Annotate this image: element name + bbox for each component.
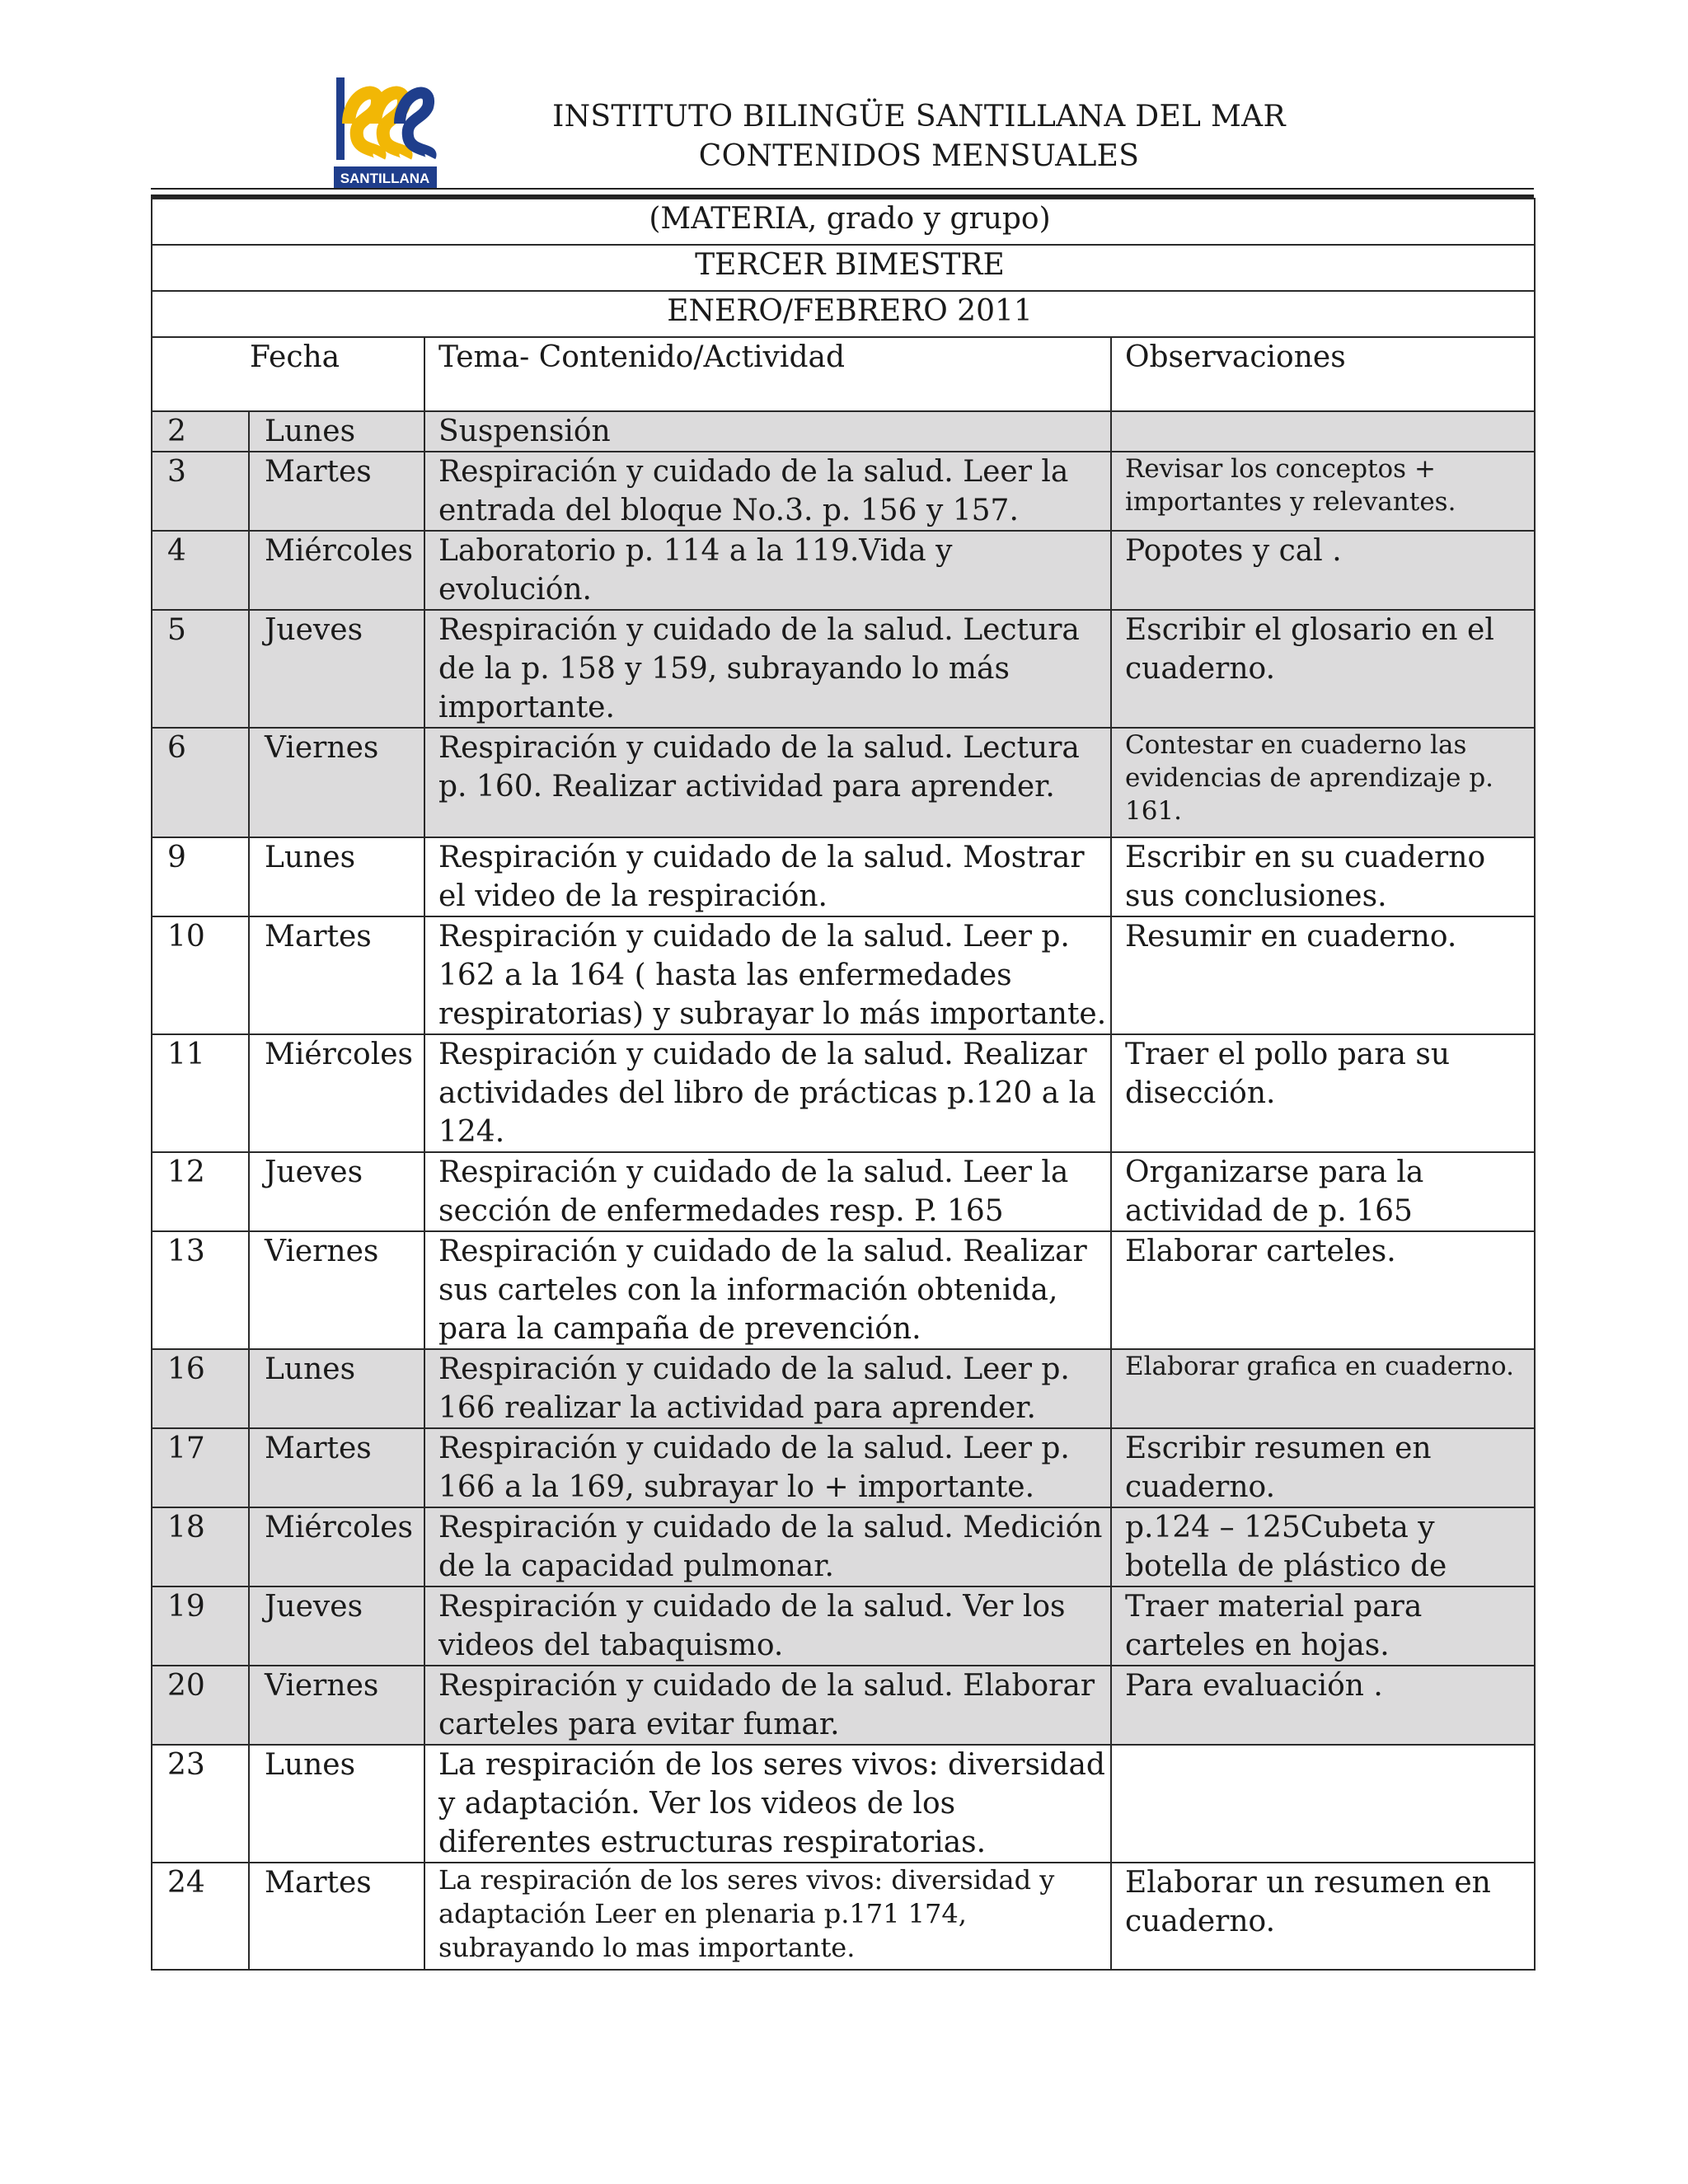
activity-cell: Respiración y cuidado de la salud. Leer la entrada del bloque No.3. p. 156 y 157. [424, 452, 1111, 531]
school-logo [334, 74, 437, 190]
day-number: 20 [152, 1666, 249, 1745]
activity-cell: Respiración y cuidado de la salud. Leer p. 166 a la 169, subrayar lo + importante. [424, 1428, 1111, 1507]
document-header [462, 97, 1376, 176]
table-row [152, 411, 1535, 452]
day-name: Martes [249, 916, 424, 1034]
column-header-tema: Tema- Contenido/Actividad [424, 337, 1111, 411]
activity-cell: Respiración y cuidado de la salud. Lectura de la p. 158 y 159, subrayando lo más importante. [424, 610, 1111, 728]
observation-cell [1111, 1745, 1535, 1863]
day-number: 6 [152, 728, 249, 837]
day-number: 11 [152, 1034, 249, 1152]
day-name: Lunes [249, 837, 424, 916]
observation-cell: Traer material para carteles en hojas. [1111, 1586, 1535, 1666]
table-row [152, 1666, 1535, 1745]
day-name: Viernes [249, 1231, 424, 1349]
day-name: Viernes [249, 1666, 424, 1745]
table-row [152, 1586, 1535, 1666]
day-name: Jueves [249, 610, 424, 728]
observation-cell: Traer el pollo para su disección. [1111, 1034, 1535, 1152]
header-rule [151, 188, 1534, 190]
day-name: Miércoles [249, 1507, 424, 1586]
observation-cell: Escribir en su cuaderno sus conclusiones. [1111, 837, 1535, 916]
observation-cell: Organizarse para la actividad de p. 165 [1111, 1152, 1535, 1231]
activity-cell: Laboratorio p. 114 a la 119.Vida y evolución. [424, 531, 1111, 610]
day-name: Miércoles [249, 531, 424, 610]
observation-cell: Elaborar un resumen en cuaderno. [1111, 1863, 1535, 1970]
activity-cell: Respiración y cuidado de la salud. Leer la sección de enfermedades resp. P. 165 [424, 1152, 1111, 1231]
observation-cell: Contestar en cuaderno las evidencias de aprendizaje p. 161. [1111, 728, 1535, 837]
activity-cell: Respiración y cuidado de la salud. Leer p. 162 a la 164 ( hasta las enfermedades respiratorias) y subrayar lo más importante. [424, 916, 1111, 1034]
activity-cell: Respiración y cuidado de la salud. Lectura p. 160. Realizar actividad para aprender. [424, 728, 1111, 837]
day-number: 16 [152, 1349, 249, 1428]
table-row [152, 531, 1535, 610]
observation-cell: Popotes y cal . [1111, 531, 1535, 610]
day-name: Martes [249, 1863, 424, 1970]
day-name: Lunes [249, 1745, 424, 1863]
table-row [152, 452, 1535, 531]
activity-cell: Respiración y cuidado de la salud. Realizar actividades del libro de prácticas p.120 a la 124. [424, 1034, 1111, 1152]
day-name: Jueves [249, 1586, 424, 1666]
contents-table [151, 198, 1536, 1971]
observation-cell: Elaborar carteles. [1111, 1231, 1535, 1349]
day-name: Jueves [249, 1152, 424, 1231]
observation-cell: Escribir resumen en cuaderno. [1111, 1428, 1535, 1507]
column-header-observaciones: Observaciones [1111, 337, 1535, 411]
observation-cell: Escribir el glosario en el cuaderno. [1111, 610, 1535, 728]
document-subtitle: CONTENIDOS MENSUALES [698, 139, 1140, 173]
svg-text:SANTILLANA: SANTILLANA [340, 171, 430, 186]
day-name: Lunes [249, 1349, 424, 1428]
day-name: Lunes [249, 411, 424, 452]
table-row [152, 1152, 1535, 1231]
observation-cell: Revisar los conceptos + importantes y relevantes. [1111, 452, 1535, 531]
activity-cell: La respiración de los seres vivos: diversidad y adaptación Leer en plenaria p.171 174, subrayando lo mas importante. [424, 1863, 1111, 1970]
institute-name: INSTITUTO BILINGÜE SANTILLANA DEL MAR [552, 100, 1286, 134]
months-row: ENERO/FEBRERO 2011 [152, 291, 1535, 337]
day-number: 2 [152, 411, 249, 452]
table-row [152, 1034, 1535, 1152]
period-row: TERCER BIMESTRE [152, 245, 1535, 291]
observation-cell: Elaborar grafica en cuaderno. [1111, 1349, 1535, 1428]
table-row [152, 1349, 1535, 1428]
day-name: Miércoles [249, 1034, 424, 1152]
table-row [152, 728, 1535, 837]
day-number: 17 [152, 1428, 249, 1507]
day-name: Martes [249, 1428, 424, 1507]
day-number: 18 [152, 1507, 249, 1586]
activity-cell: La respiración de los seres vivos: diversidad y adaptación. Ver los videos de los diferentes estructuras respiratorias. [424, 1745, 1111, 1863]
activity-cell: Respiración y cuidado de la salud. Mostrar el video de la respiración. [424, 837, 1111, 916]
observation-cell: Para evaluación . [1111, 1666, 1535, 1745]
column-header-fecha: Fecha [152, 337, 424, 411]
day-number: 3 [152, 452, 249, 531]
day-number: 10 [152, 916, 249, 1034]
observation-cell: Resumir en cuaderno. [1111, 916, 1535, 1034]
observation-cell: p.124 – 125Cubeta y botella de plástico de [1111, 1507, 1535, 1586]
table-row [152, 1745, 1535, 1863]
day-name: Viernes [249, 728, 424, 837]
activity-cell: Respiración y cuidado de la salud. Ver los videos del tabaquismo. [424, 1586, 1111, 1666]
activity-cell: Respiración y cuidado de la salud. Realizar sus carteles con la información obtenida, para la campaña de prevención. [424, 1231, 1111, 1349]
activity-cell: Respiración y cuidado de la salud. Medición de la capacidad pulmonar. [424, 1507, 1111, 1586]
day-number: 24 [152, 1863, 249, 1970]
activity-cell: Respiración y cuidado de la salud. Elaborar carteles para evitar fumar. [424, 1666, 1111, 1745]
table-row [152, 1428, 1535, 1507]
activity-cell: Respiración y cuidado de la salud. Leer p. 166 realizar la actividad para aprender. [424, 1349, 1111, 1428]
table-row [152, 916, 1535, 1034]
day-name: Martes [249, 452, 424, 531]
day-number: 5 [152, 610, 249, 728]
activity-cell: Suspensión [424, 411, 1111, 452]
table-row [152, 837, 1535, 916]
table-row [152, 1507, 1535, 1586]
subject-row: (MATERIA, grado y grupo) [152, 199, 1535, 245]
observation-cell [1111, 411, 1535, 452]
day-number: 13 [152, 1231, 249, 1349]
day-number: 23 [152, 1745, 249, 1863]
table-row [152, 1863, 1535, 1970]
day-number: 4 [152, 531, 249, 610]
table-row [152, 1231, 1535, 1349]
day-number: 12 [152, 1152, 249, 1231]
day-number: 19 [152, 1586, 249, 1666]
table-row [152, 610, 1535, 728]
day-number: 9 [152, 837, 249, 916]
